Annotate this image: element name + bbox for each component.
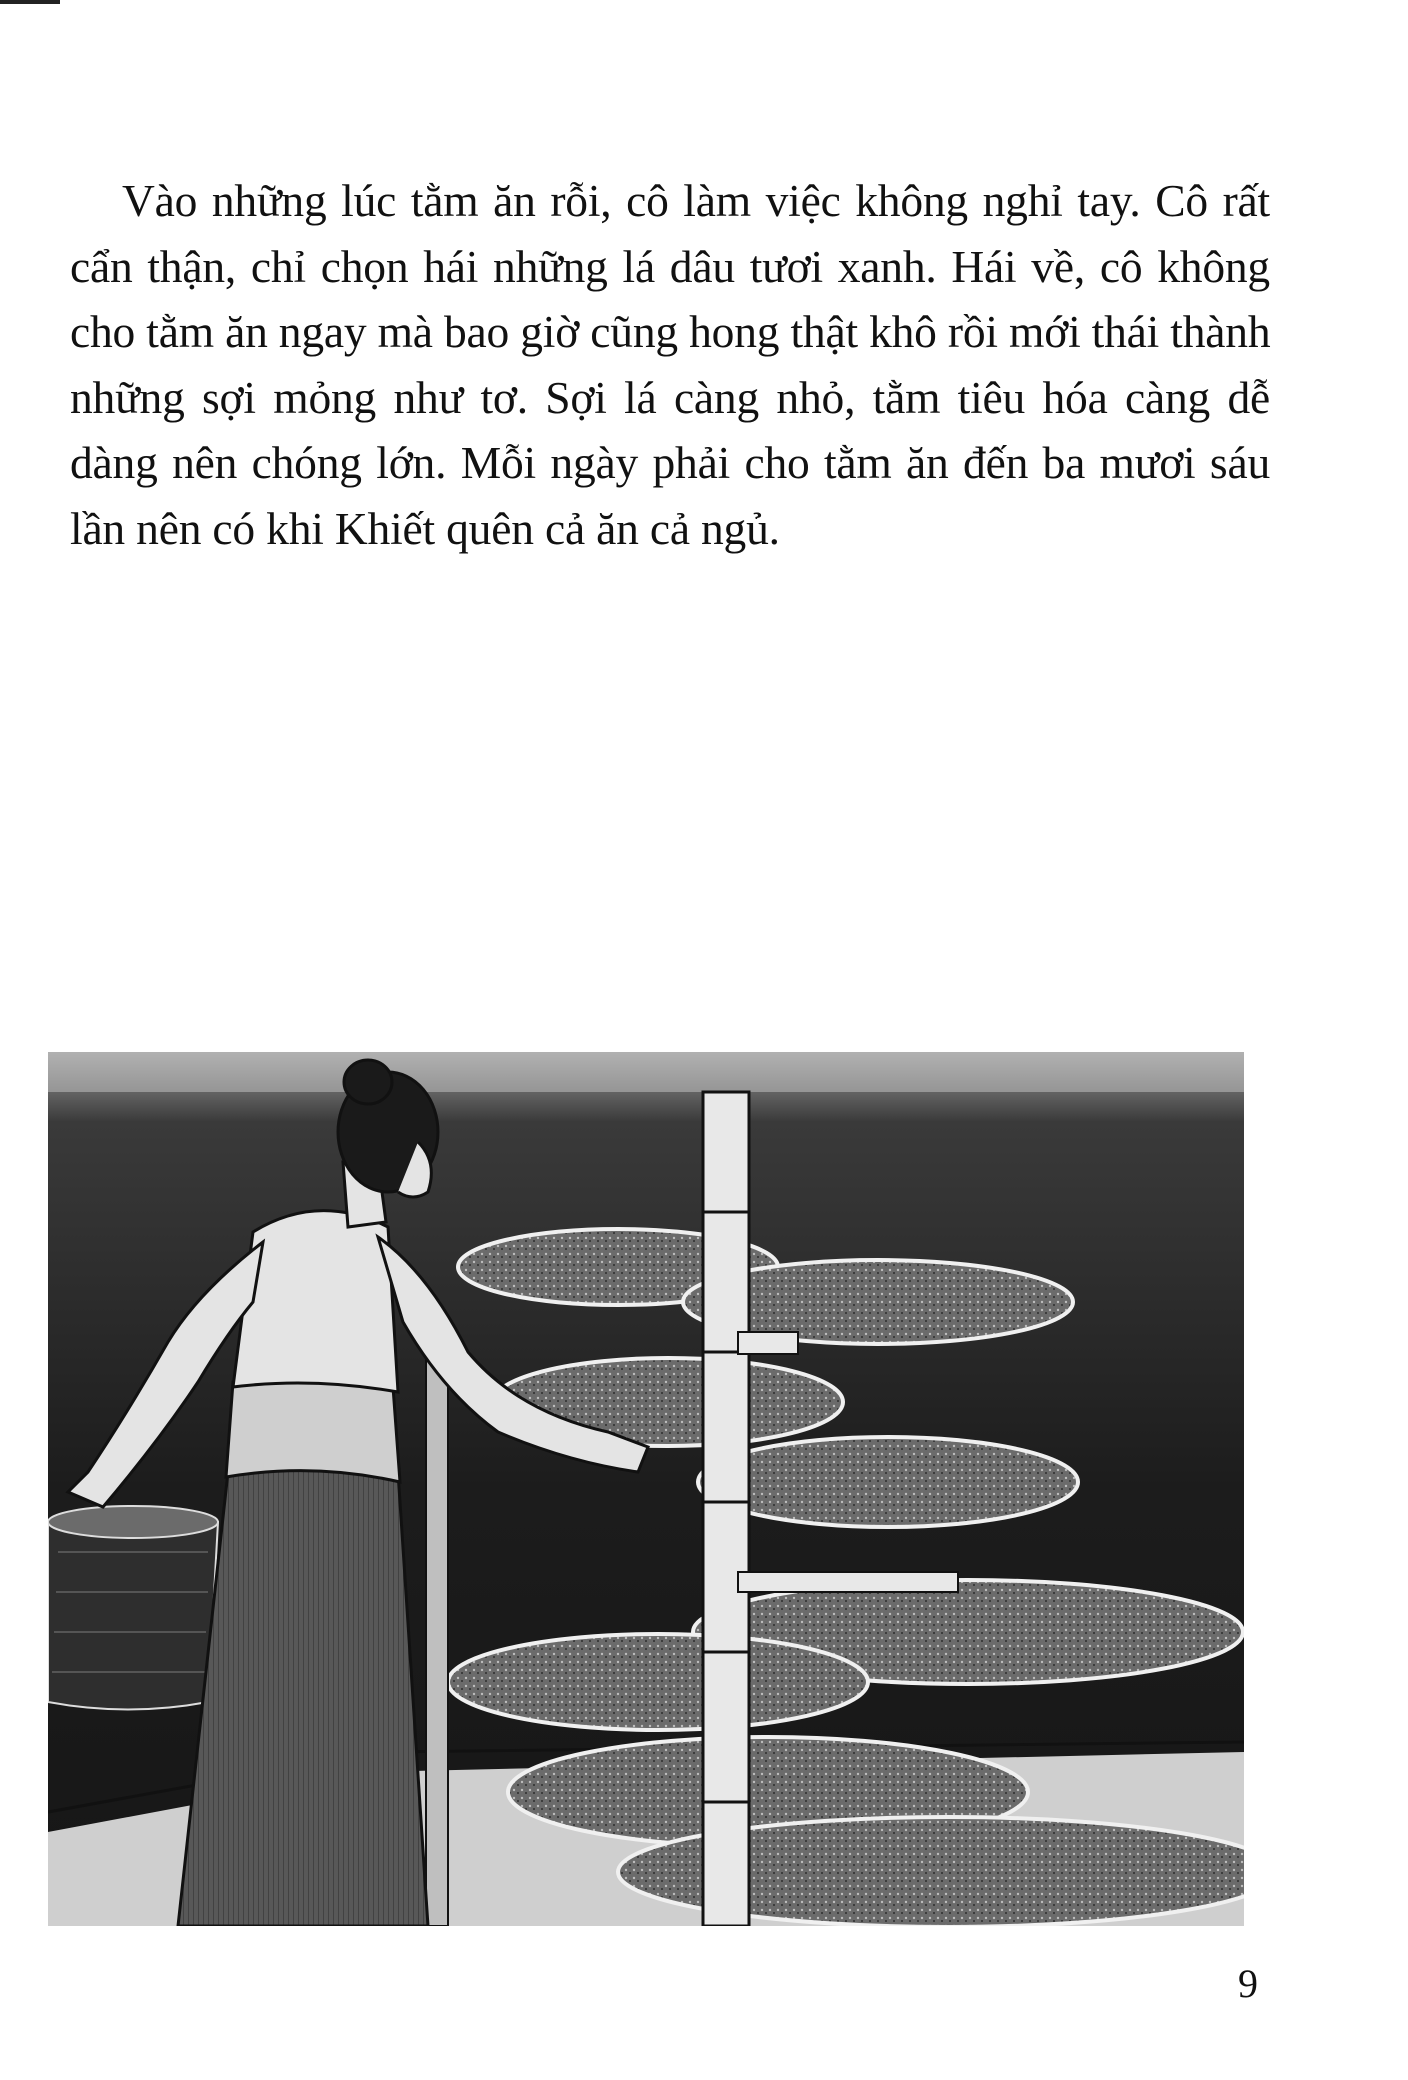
page-number: 9 bbox=[1238, 1961, 1258, 2006]
story-paragraph bbox=[70, 168, 1270, 562]
paragraph-line: Vào những lúc tằm ăn rỗi, cô làm việc không nghỉ tay. Cô rất bbox=[122, 175, 1270, 226]
paragraph-line: lần nên có khi Khiết quên cả ăn cả ngủ. bbox=[70, 502, 780, 554]
paragraph-line: những sợi mỏng như tơ. Sợi lá càng nhỏ, tằm tiêu hóa càng dễ bbox=[70, 371, 1270, 423]
paragraph-line: cho tằm ăn ngay mà bao giờ cũng hong thật khô rồi mới thái thành bbox=[70, 306, 1271, 358]
scan-edge-mark bbox=[0, 0, 60, 4]
paragraph-line: cẩn thận, chỉ chọn hái những lá dâu tươi xanh. Hái về, cô không bbox=[70, 240, 1270, 292]
basket bbox=[48, 1506, 218, 1710]
paragraph-line: dàng nên chóng lớn. Mỗi ngày phải cho tằm ăn đến ba mươi sáu bbox=[70, 437, 1270, 489]
woman-tending-silkworm-trays-illustration bbox=[48, 1052, 1244, 1926]
rack-post bbox=[426, 1352, 448, 1926]
